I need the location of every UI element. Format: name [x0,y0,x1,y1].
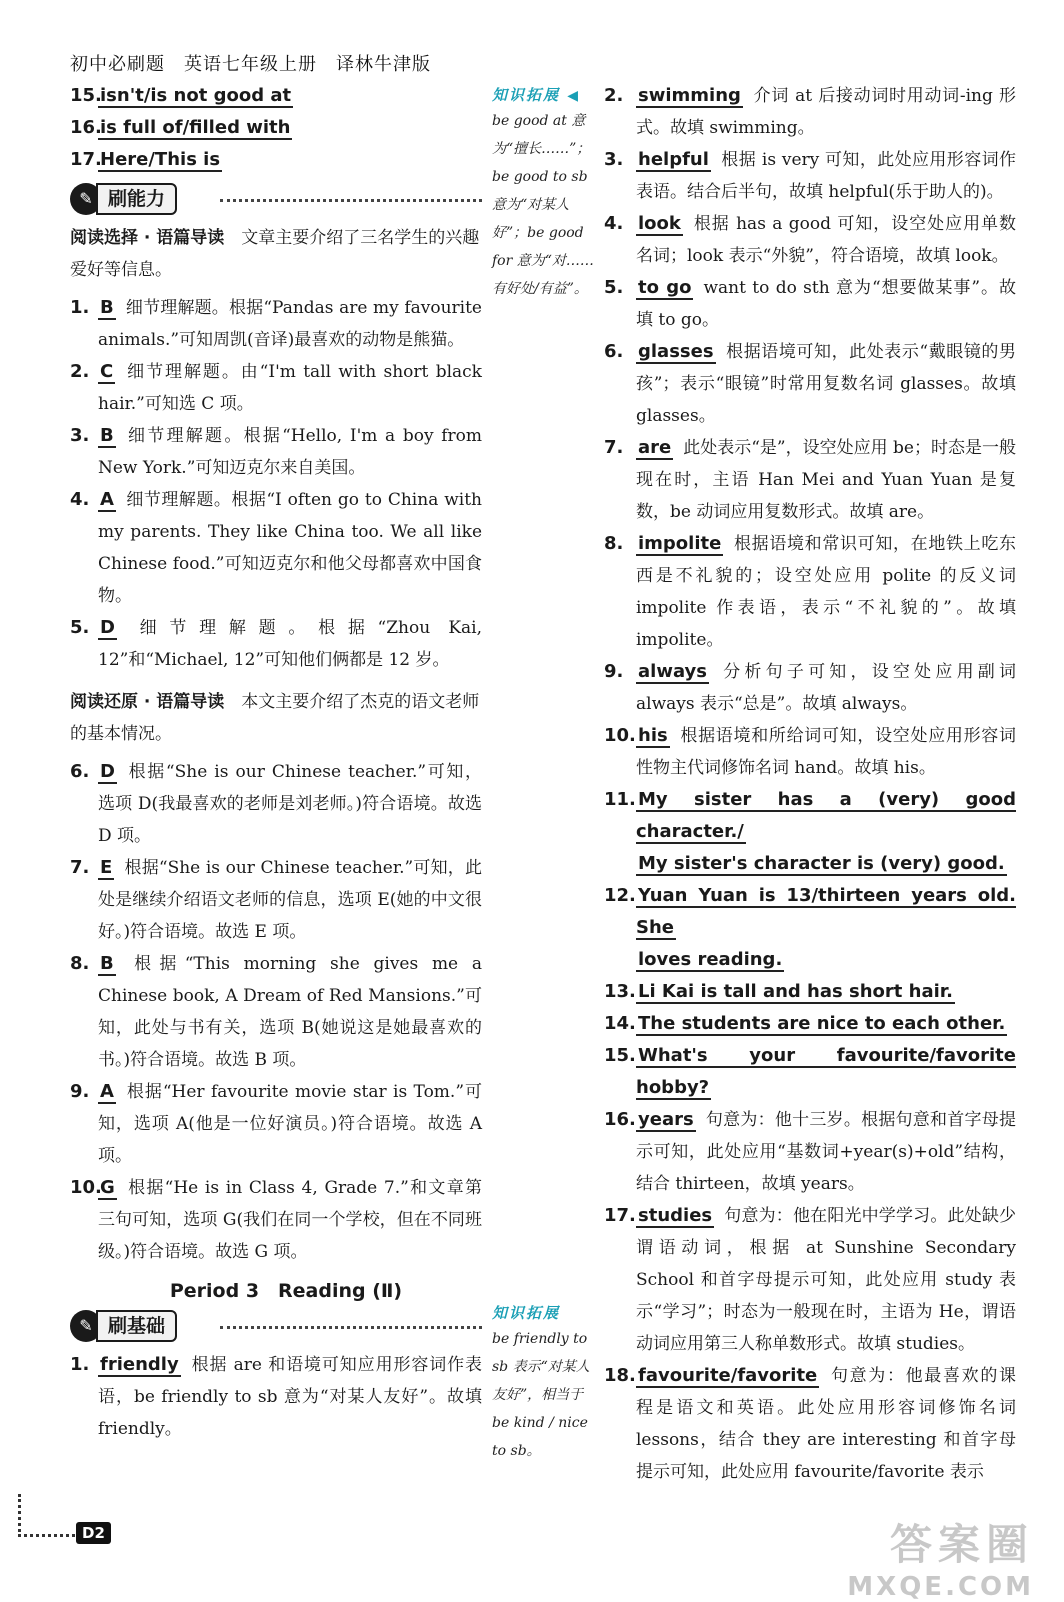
section-nengli [70,182,482,218]
answer-item-r3: 3. helpful 根据 is very 可知，此处应用形容词作表语。结合后半句，故填 helpful(乐于助人的)。 [604,149,1016,202]
dotted-divider [220,199,482,202]
answer-item-r12: 12. Yuan Yuan is 13/thirteen years old. She loves reading. [604,885,1016,970]
answer-item-r13: 13. Li Kai is tall and has short hair. [604,981,953,1002]
knowledge-tip-1: 知识拓展 ◀ be good at 意为“擅长……”；be good to sb 意为“对某人好”；be good for 意为“对……有好处/有益”。 [492,86,594,297]
left-column [70,80,482,1445]
footer-corner [18,1494,75,1537]
arrow-icon: ◀ [567,88,581,104]
side-notes [492,84,600,1459]
answer-item-b1: 1. friendly 根据 are 和语境可知应用形容词作表语，be friendly to sb 意为“对某人友好”。故填 friendly。 [70,1354,482,1439]
answer-item-3: 3. B 细节理解题。根据“Hello, I'm a boy from New York.”可知迈克尔来自美国。 [70,425,482,478]
answer-item-r4: 4. look 根据 has a good 可知，设空处应用单数名词；look 表示“外貌”，符合语境，故填 look。 [604,213,1016,266]
period-title: Period 3 Reading (Ⅱ) [169,1280,403,1302]
answer-item-r5: 5. to go want to do sth 意为“想要做某事”。故填 to go。 [604,277,1016,330]
page-number: D2 [76,1522,111,1544]
answer-text: Here/This is [100,149,221,170]
watermark: 答案圈 MXQE.COM [847,1520,1034,1602]
answer-item-r11: 11. My sister has a (very) good character./ My sister's character is (very) good. [604,789,1016,874]
right-column [604,80,1016,1488]
knowledge-tip-2: 知识拓展 be friendly to sb 表示“对某人友好”，相当于 be kind / nice to sb。 [492,1304,590,1459]
answer-item-16: 16. is full of/filled with [70,117,291,138]
answer-item-5: 5. D 细节理解题。根据“Zhou Kai, 12”和“Michael, 12”可知他们俩都是 12 岁。 [70,617,482,670]
answer-item-r10: 10. his 根据语境和所给词可知，设空处应用形容词性物主代词修饰名词 hand。故填 his。 [604,725,1016,778]
reading-intro-1: 阅读选择 · 语篇导读 文章主要介绍了三名学生的兴趣爱好等信息。 [70,228,480,280]
pencil-icon: ✎ [70,1310,102,1342]
answer-item-6: 6. D 根据“She is our Chinese teacher.”可知，选项 D(我最喜欢的老师是刘老师。)符合语境。故选 D 项。 [70,761,482,846]
reading-intro-2: 阅读还原 · 语篇导读 本文主要介绍了杰克的语文老师的基本情况。 [70,692,480,744]
answer-item-r6: 6. glasses 根据语境可知，此处表示“戴眼镜的男孩”；表示“眼镜”时常用复数名词 glasses。故填 glasses。 [604,341,1016,426]
answer-item-r18: 18. favourite/favorite 句意为：他最喜欢的课程是语文和英语。此处应用形容词修饰名词 lessons，结合 they are interesting 和首字母提示可知，此处应用 favourite/favorite 表示 [604,1365,1016,1482]
answer-item-r8: 8. impolite 根据语境和常识可知，在地铁上吃东西是不礼貌的；设空处应用 polite 的反义词 impolite 作表语，表示“不礼貌的”。故填 impolite。 [604,533,1016,650]
answer-item-r16: 16. years 句意为：他十三岁。根据句意和首字母提示可知，此处应用“基数词+year(s)+old”结构，结合 thirteen，故填 years。 [604,1109,1016,1194]
answer-item-17: 17. Here/This is [70,149,221,170]
section-jichu [70,1309,482,1345]
answer-text: isn't/is not good at [100,85,292,106]
answer-item-9: 9. A 根据“Her favourite movie star is Tom.”可知，选项 A(他是一位好演员。)符合语境。故选 A 项。 [70,1081,482,1166]
page-header: 初中必刷题 英语七年级上册 译林牛津版 [70,54,431,75]
answer-item-r2: 2. swimming 介词 at 后接动词时用动词-ing 形式。故填 swimming。 [604,85,1016,138]
section-label: 刷基础 [96,1310,177,1342]
pencil-icon: ✎ [70,183,102,215]
answer-item-r17: 17. studies 句意为：他在阳光中学学习。此处缺少谓语动词，根据 at Sunshine Secondary School 和首字母提示可知，此处应用 study 表示“学习”；时态为一般现在时，主语为 He，谓语动词应用第三人称单数形式。故填 studies。 [604,1205,1016,1354]
answer-item-r9: 9. always 分析句子可知，设空处应用副词 always 表示“总是”。故填 always。 [604,661,1016,714]
answer-item-r14: 14. The students are nice to each other. [604,1013,1006,1034]
answer-text: is full of/filled with [100,117,291,138]
answer-item-r15: 15. What's your favourite/favorite hobby? [604,1045,1016,1098]
answer-item-8: 8. B 根据“This morning she gives me a Chinese book, A Dream of Red Mansions.”可知，此处与书有关，选项 B(她说这是她最喜欢的书。)符合语境。故选 B 项。 [70,953,482,1070]
section-label: 刷能力 [96,183,177,215]
answer-item-10: 10. G 根据“He is in Class 4, Grade 7.”和文章第三句可知，选项 G(我们在同一个学校，但在不同班级。)符合语境。故选 G 项。 [70,1177,482,1262]
answer-item-7: 7. E 根据“She is our Chinese teacher.”可知，此处是继续介绍语文老师的信息，选项 E(她的中文很好。)符合语境。故选 E 项。 [70,857,482,942]
dotted-divider [220,1326,482,1329]
answer-item-4: 4. A 细节理解题。根据“I often go to China with my parents. They like China too. We all like Chinese food.”可知迈克尔和他父母都喜欢中国食物。 [70,489,482,606]
answer-item-1: 1. B 细节理解题。根据“Pandas are my favourite animals.”可知周凯(音译)最喜欢的动物是熊猫。 [70,297,482,350]
answer-item-15: 15. isn't/is not good at [70,85,292,106]
answer-item-r7: 7. are 此处表示“是”，设空处应用 be；时态是一般现在时，主语 Han Mei and Yuan Yuan 是复数，be 动词应用复数形式。故填 are。 [604,437,1016,522]
answer-item-2: 2. C 细节理解题。由“I'm tall with short black hair.”可知选 C 项。 [70,361,482,414]
